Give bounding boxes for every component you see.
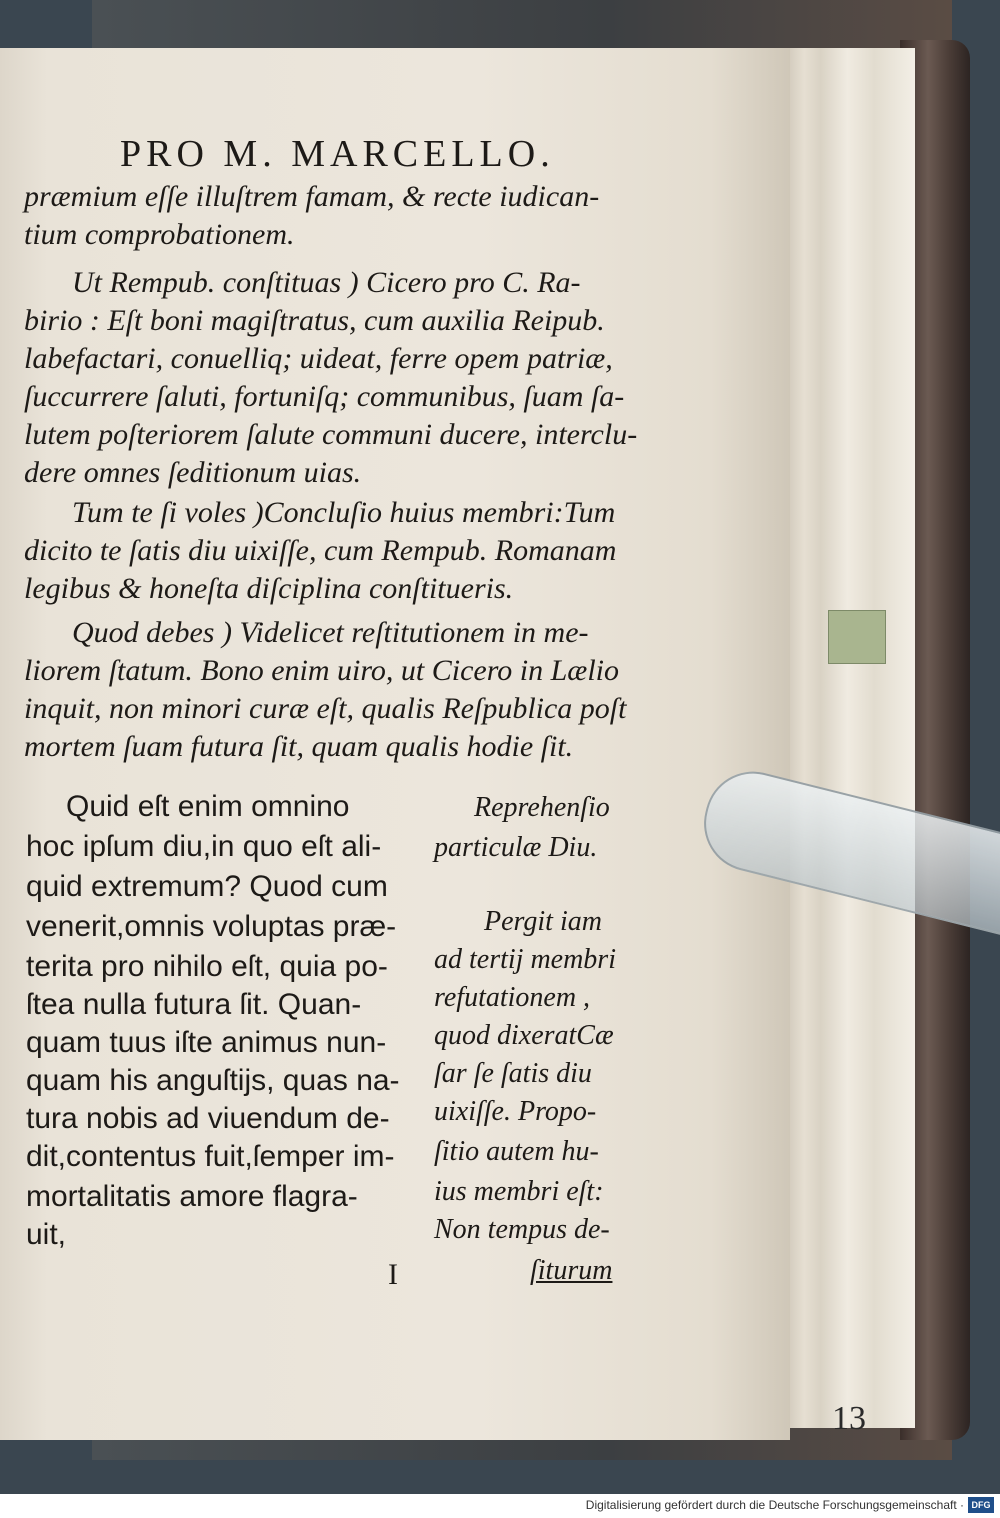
margin-note-line: Pergit iam (484, 906, 602, 937)
commentary-line: dere omnes ſeditionum uias. (24, 456, 362, 489)
commentary-line: liorem ſtatum. Bono enim uiro, ut Cicero in Lælio (24, 654, 619, 687)
main-text-line: Quid eſt enim omnino (66, 790, 350, 823)
margin-note-line: refutationem , (434, 982, 591, 1013)
main-text-line: terita pro nihilo eſt, quia po- (26, 950, 388, 983)
margin-note-line: ad tertij membri (434, 944, 616, 975)
margin-note-line: Non tempus de- (434, 1214, 610, 1245)
commentary-line: dicito te ſatis diu uixiſſe, cum Rempub. Romanam (24, 534, 617, 567)
running-head: PRO M. MARCELLO. (120, 133, 555, 175)
main-text-line: quid extremum? Quod cum (26, 870, 388, 903)
commentary-line: labefactari, conuelliq; uideat, ferre opem patriæ, (24, 342, 613, 375)
commentary-line: ſuccurrere ſaluti, fortuniſq; communibus, ſuam ſa- (24, 380, 625, 413)
main-text-line: quam tuus iſte animus nun- (26, 1026, 387, 1059)
main-text-line: uit, (26, 1218, 67, 1251)
margin-note-line: ius membri eſt: (434, 1176, 604, 1207)
commentary-line: inquit, non minori curæ eſt, qualis Reſpublica poſt (24, 692, 627, 725)
margin-note-line: uixiſſe. Propo- (434, 1096, 597, 1127)
commentary-line: lutem poſteriorem ſalute communi ducere, interclu- (24, 418, 638, 451)
commentary-line: birio : Eſt boni magiſtratus, cum auxilia Reipub. (24, 304, 605, 337)
folio-number: 13 (832, 1400, 866, 1437)
page-edges (780, 48, 915, 1428)
digitization-footer (0, 1494, 1000, 1518)
margin-note-line: ſitio autem hu- (434, 1136, 599, 1167)
commentary-line: mortem ſuam futura ſit, quam qualis hodie ſit. (24, 730, 574, 763)
catchword: ſiturum (530, 1255, 613, 1286)
main-text-line: quam his anguſtijs, quas na- (26, 1064, 400, 1097)
signature-mark: I (388, 1258, 398, 1291)
commentary-line: Quod debes ) Videlicet reſtitutionem in me- (72, 616, 589, 649)
margin-note-line: quod dixeratCæ (434, 1020, 614, 1051)
dfg-logo-icon: DFG (968, 1497, 994, 1513)
paper-bookmark (828, 610, 886, 664)
commentary-line: legibus & honeſta diſciplina conſtitueris. (24, 572, 514, 605)
margin-note-line: particulæ Diu. (434, 832, 598, 863)
main-text-line: mortalitatis amore flagra- (26, 1180, 358, 1213)
margin-note-line: ſar ſe ſatis diu (434, 1058, 592, 1089)
commentary-line: præmium eſſe illuſtrem famam, & recte iudican- (24, 180, 600, 213)
main-text-line: ſtea nulla futura ſit. Quan- (26, 988, 362, 1021)
commentary-line: tium comprobationem. (24, 218, 295, 251)
main-text-line: hoc ipſum diu,in quo eſt ali- (26, 830, 382, 863)
footer-credit: Digitalisierung gefördert durch die Deutsche Forschungsgemeinschaft · (585, 1498, 964, 1512)
main-text-line: dit,contentus fuit,ſemper im- (26, 1140, 395, 1173)
main-text-line: venerit,omnis voluptas præ- (26, 910, 397, 943)
margin-note-line: Reprehenſio (474, 792, 610, 823)
commentary-line: Tum te ſi voles )Concluſio huius membri:Tum (72, 496, 616, 529)
main-text-line: tura nobis ad viuendum de- (26, 1102, 390, 1135)
commentary-line: Ut Rempub. conſtituas ) Cicero pro C. Ra- (72, 266, 581, 299)
